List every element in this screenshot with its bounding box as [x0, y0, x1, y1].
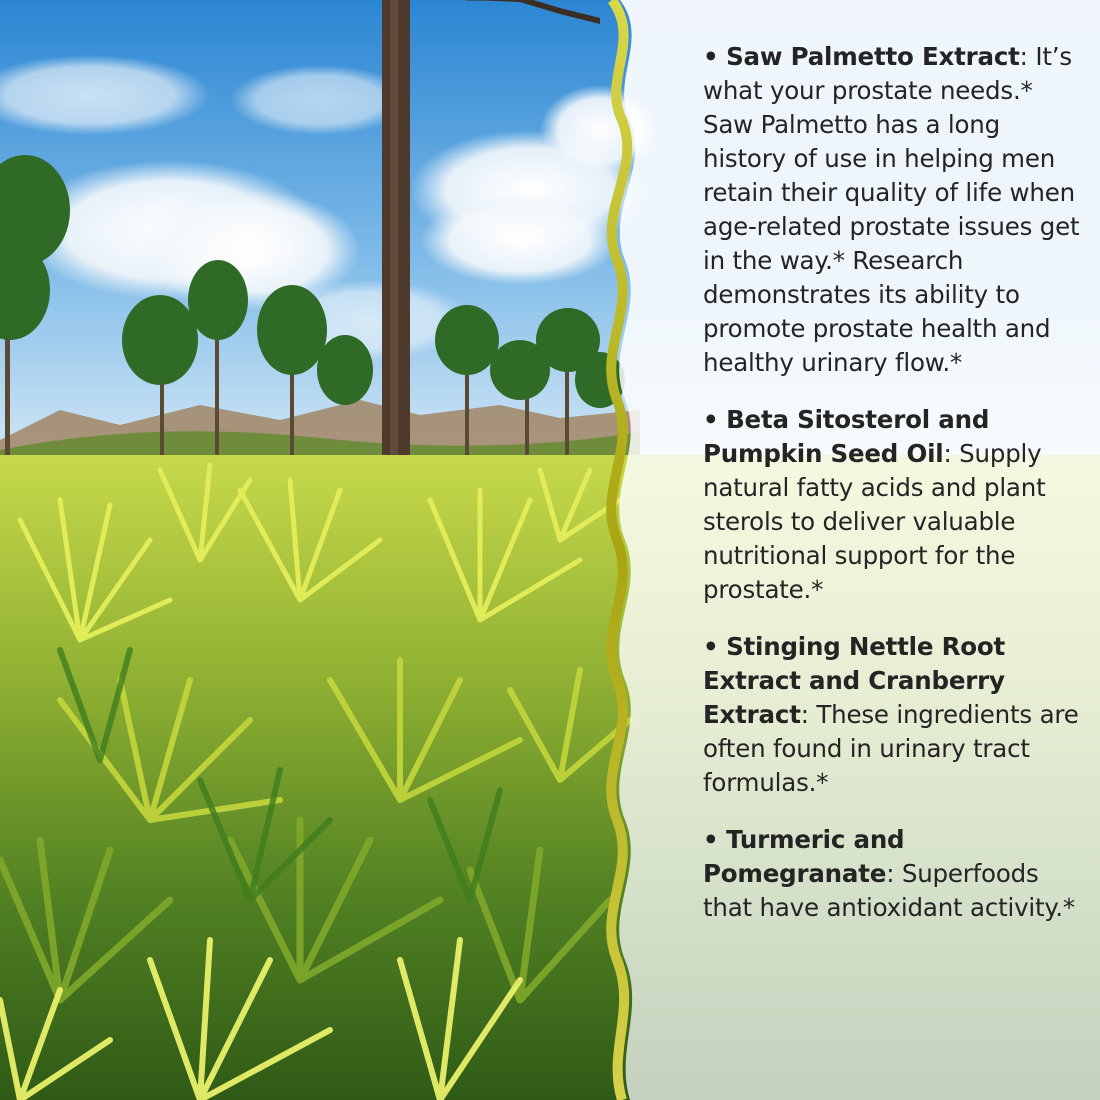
ingredient-name: Turmeric and Pomegranate [703, 825, 905, 888]
bullet: • [703, 632, 719, 661]
ingredient-description: These ingredients are often found in urinary tract formulas.* [703, 700, 1079, 797]
bullet: • [703, 825, 719, 854]
ingredient-list [703, 40, 1083, 948]
ingredient-name: Stinging Nettle Root Extract and Cranberry Extract [703, 632, 1006, 729]
ingredient-stinging-nettle: • Stinging Nettle Root Extract and Cranberry Extract: These ingredients are often found in urinary tract formulas.* [703, 632, 1079, 797]
ingredient-saw-palmetto: • Saw Palmetto Extract: It’s what your prostate needs.* Saw Palmetto has a long history of use in helping men retain their quality of life when age-related prostate issues get in the way.* Research demonstrates its ability to promote prostate health and healthy urinary flow.* [703, 42, 1080, 377]
ingredient-description: Superfoods that have antioxidant activity.* [703, 859, 1075, 922]
ingredient-beta-sitosterol: • Beta Sitosterol and Pumpkin Seed Oil: Supply natural fatty acids and plant sterols to deliver valuable nutritional support for the prostate.* [703, 405, 1046, 604]
ingredient-turmeric: • Turmeric and Pomegranate: Superfoods that have antioxidant activity.* [703, 825, 1075, 922]
ingredient-description: Supply natural fatty acids and plant sterols to deliver valuable nutritional support for the prostate.* [703, 439, 1046, 604]
ingredient-description: It’s what your prostate needs.* Saw Palmetto has a long history of use in helping men retain their quality of life when age-related prostate issues get in the way.* Research demonstrates its ability to promote prostate health and healthy urinary flow.* [703, 42, 1080, 377]
bullet: • [703, 42, 719, 71]
bullet: • [703, 405, 719, 434]
ingredient-name: Beta Sitosterol and Pumpkin Seed Oil [703, 405, 990, 468]
ingredient-name: Saw Palmetto Extract [726, 42, 1020, 71]
